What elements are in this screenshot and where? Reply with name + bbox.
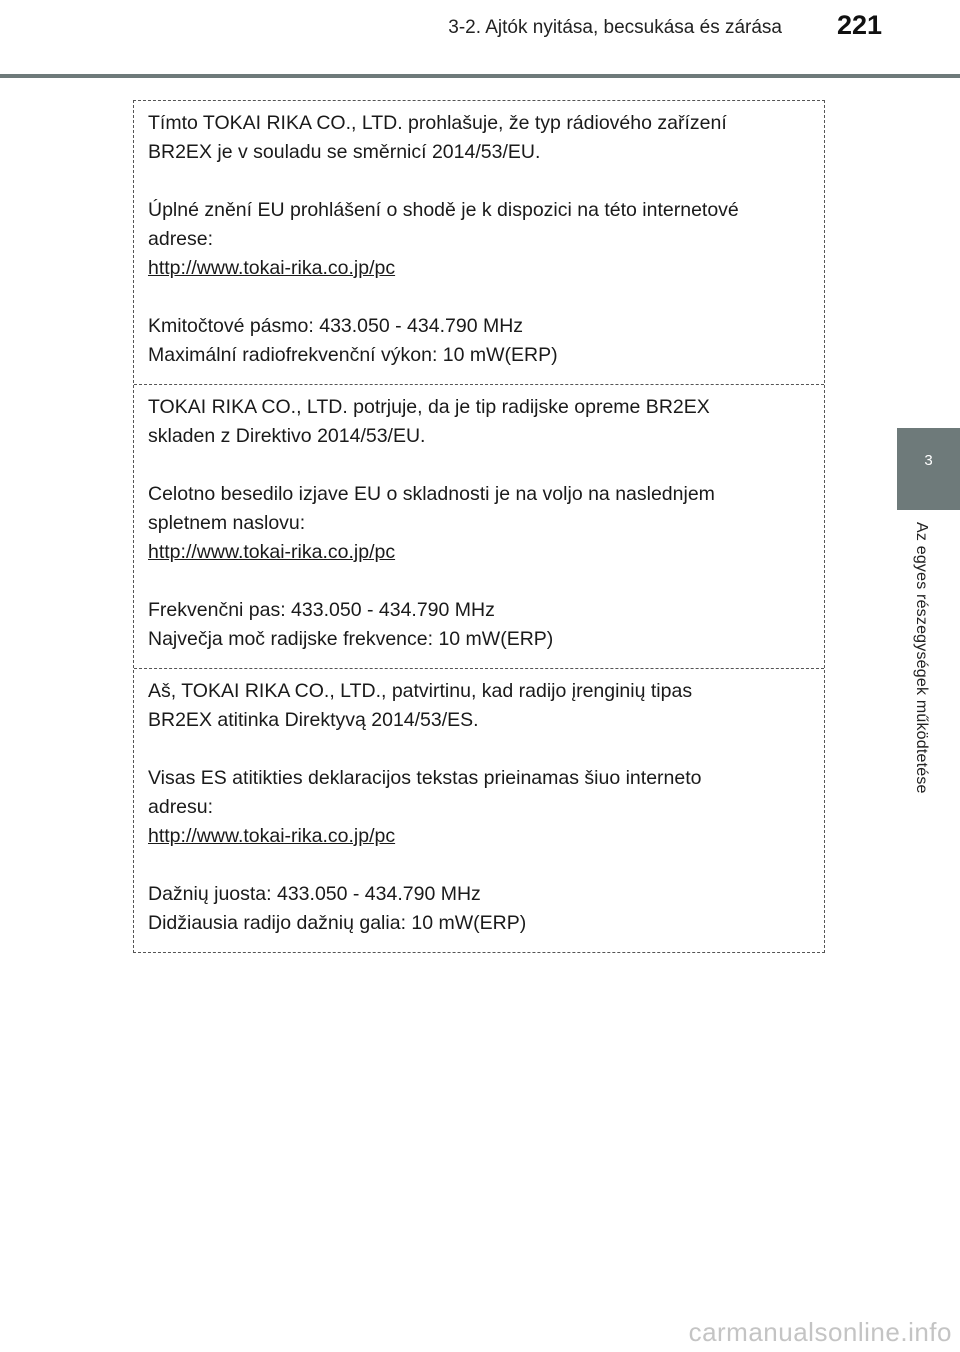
max-power: Didžiausia radijo dažnių galia: 10 mW(ERP) xyxy=(148,912,527,934)
statement-line: skladen z Direktivo 2014/53/EU. xyxy=(148,425,426,447)
fulltext-line: Úplné znění EU prohlášení o shodě je k dispozici na této internetové xyxy=(148,199,739,221)
site-watermark: carmanualsonline.info xyxy=(688,1317,952,1347)
chapter-tab xyxy=(897,428,960,510)
declaration-block-lithuanian xyxy=(134,669,824,952)
fulltext-line: spletnem naslovu: xyxy=(148,512,306,534)
statement-line: TOKAI RIKA CO., LTD. potrjuje, da je tip radijske opreme BR2EX xyxy=(148,396,710,418)
statement-line: Tímto TOKAI RIKA CO., LTD. prohlašuje, že typ rádiového zařízení xyxy=(148,112,727,134)
frequency-band: Dažnių juosta: 433.050 - 434.790 MHz xyxy=(148,883,481,905)
page-header xyxy=(0,0,960,80)
fulltext-line: adrese: xyxy=(148,228,214,250)
chapter-title: Az egyes részegységek működtetése xyxy=(913,522,930,794)
max-power: Največja moč radijske frekvence: 10 mW(ERP) xyxy=(148,628,554,650)
fulltext-line: adresu: xyxy=(148,796,214,818)
statement-line: BR2EX atitinka Direktyvą 2014/53/ES. xyxy=(148,709,479,731)
header-rule xyxy=(0,74,960,78)
page-number: 221 xyxy=(836,10,882,40)
declaration-block-slovenian xyxy=(134,385,824,669)
fulltext-line: Celotno besedilo izjave EU o skladnosti je na voljo na naslednjem xyxy=(148,483,715,505)
fulltext-line: Visas ES atitikties deklaracijos tekstas prieinamas šiuo interneto xyxy=(148,767,702,789)
declaration-url-link[interactable]: http://www.tokai-rika.co.jp/pc xyxy=(148,825,396,847)
max-power: Maximální radiofrekvenční výkon: 10 mW(ERP) xyxy=(148,344,558,366)
statement-line: Aš, TOKAI RIKA CO., LTD., patvirtinu, kad radijo įrenginių tipas xyxy=(148,680,693,702)
frequency-band: Frekvenčni pas: 433.050 - 434.790 MHz xyxy=(148,599,495,621)
frequency-band: Kmitočtové pásmo: 433.050 - 434.790 MHz xyxy=(148,315,524,337)
statement-line: BR2EX je v souladu se směrnicí 2014/53/EU. xyxy=(148,141,541,163)
section-title: 3-2. Ajtók nyitása, becsukása és zárása xyxy=(448,17,782,38)
declaration-block-czech xyxy=(134,101,824,385)
declaration-url-link[interactable]: http://www.tokai-rika.co.jp/pc xyxy=(148,257,396,279)
declaration-notice-box xyxy=(133,100,825,953)
chapter-number: 3 xyxy=(924,452,933,469)
declaration-url-link[interactable]: http://www.tokai-rika.co.jp/pc xyxy=(148,541,396,563)
